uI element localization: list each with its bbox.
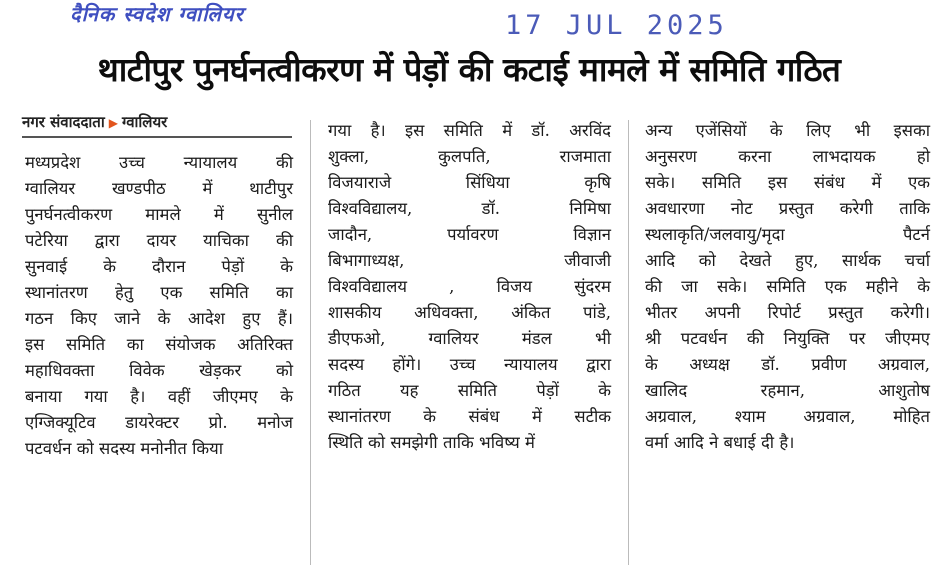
article-line: ग्वालियर खण्डपीठ में थाटीपुर [25, 179, 293, 198]
byline [22, 112, 292, 138]
article-line: श्री पटवर्धन की नियुक्ति पर जीएमए [645, 329, 930, 348]
article-line: स्थलाकृति/जलवायु/मृदा पैटर्न [645, 225, 930, 244]
article-line: अग्रवाल, श्याम अग्रवाल, मोहित [645, 407, 930, 426]
article-line: के अध्यक्ष डॉ. प्रवीण अग्रवाल, [645, 355, 930, 374]
article-line: इस समिति का संयोजक अतिरिक्त [25, 335, 293, 354]
article-line: भीतर अपनी रिपोर्ट प्रस्तुत करेगी। [645, 303, 930, 322]
article-line: पुनर्घनत्वीकरण मामले में सुनील [25, 205, 293, 224]
article-line: मध्यप्रदेश उच्च न्यायालय की [25, 153, 293, 172]
article-line: सदस्य होंगे। उच्च न्यायालय द्वारा [328, 355, 611, 374]
column-divider [628, 120, 629, 565]
article-line: अनुसरण करना लाभदायक हो [645, 147, 930, 166]
article-line: बनाया गया है। वहीं जीएमए के [25, 387, 293, 406]
article-line: जादौन, पर्यावरण विज्ञान [328, 225, 611, 244]
article-line: स्थानांतरण हेतु एक समिति का [25, 283, 293, 302]
newspaper-masthead: दैनिक स्वदेश ग्वालियर [70, 2, 244, 26]
article-line: डीएफओ, ग्वालियर मंडल भी [328, 329, 611, 348]
article-line: पटेरिया द्वारा दायर याचिका की [25, 231, 293, 250]
column-divider [310, 120, 311, 565]
article-line: शुक्ला, कुलपति, राजमाता [328, 147, 611, 166]
play-arrow-icon: ▶ [108, 116, 118, 130]
article-line: विश्वविद्यालय , विजय सुंदरम [328, 277, 611, 296]
article-line: स्थानांतरण के संबंध में सटीक [328, 407, 611, 426]
article-line: अवधारणा नोट प्रस्तुत करेगी ताकि [645, 199, 930, 218]
article-column-1 [25, 150, 293, 462]
article-line: वर्मा आदि ने बधाई दी है। [645, 433, 795, 452]
article-line: विजयाराजे सिंधिया कृषि [328, 173, 611, 192]
article-column-3 [645, 118, 930, 456]
article-line: गया है। इस समिति में डॉ. अरविंद [328, 121, 611, 140]
article-line: सुनवाई के दौरान पेड़ों के [25, 257, 293, 276]
headline: थाटीपुर पुनर्घनत्वीकरण में पेड़ों की कटाई मामले में समिति गठित [97, 50, 841, 89]
date-stamp: 17 JUL 2025 [505, 10, 728, 41]
article-line: अन्य एजेंसियों के लिए भी इसका [645, 121, 930, 140]
article-column-2 [328, 118, 611, 456]
article-line: खालिद रहमान, आशुतोष [645, 381, 930, 400]
article-line: गठित यह समिति पेड़ों के [328, 381, 611, 400]
article-line: की जा सके। समिति एक महीने के [645, 277, 930, 296]
byline-place: ग्वालियर [121, 113, 168, 131]
article-line: महाधिवक्ता विवेक खेड़कर को [25, 361, 293, 380]
article-line: आदि को देखते हुए, सार्थक चर्चा [645, 251, 930, 270]
article-line: स्थिति को समझेगी ताकि भविष्य में [328, 433, 535, 452]
article-line: एग्जिक्यूटिव डायरेक्टर प्रो. मनोज [25, 413, 293, 432]
article-line: बिभागाध्यक्ष, जीवाजी [328, 251, 611, 270]
article-line: विश्वविद्यालय, डॉ. निमिषा [328, 199, 611, 218]
article-line: सके। समिति इस संबंध में एक [645, 173, 930, 192]
article-line: शासकीय अधिवक्ता, अंकित पांडे, [328, 303, 611, 322]
byline-reporter: नगर संवाददाता [22, 113, 105, 131]
article-line: पटवर्धन को सदस्य मनोनीत किया [25, 439, 224, 458]
article-line: गठन किए जाने के आदेश हुए हैं। [25, 309, 293, 328]
